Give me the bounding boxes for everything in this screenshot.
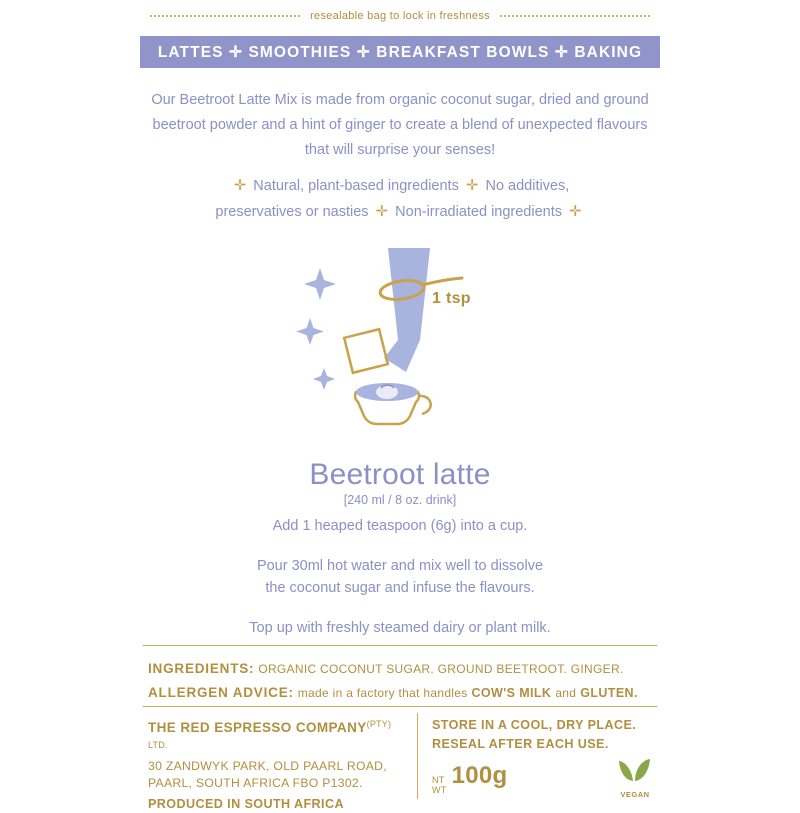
sparkle-icon — [296, 268, 336, 390]
net-weight-nt: NT — [432, 775, 445, 785]
net-weight-value: 100g — [451, 762, 508, 789]
allergen-label: ALLERGEN ADVICE: — [148, 685, 294, 700]
net-weight-block — [432, 762, 508, 795]
sachet-icon — [388, 248, 430, 340]
instruction-step-1: Add 1 heaped teaspoon (6g) into a cup. — [272, 518, 528, 534]
instruction-step-3: Top up with freshly steamed dairy or plant milk. — [249, 620, 551, 636]
preparation-instructions — [150, 515, 650, 657]
claim-natural: Natural, plant-based ingredients — [253, 178, 459, 194]
serving-size: [240 ml / 8 oz. drink] — [343, 493, 457, 507]
product-claims — [130, 173, 670, 225]
instruction-step-2-line1: Pour 30ml hot water and mix well to dissolve — [256, 558, 544, 574]
usage-banner-text: LATTES ✛ SMOOTHIES ✛ BREAKFAST BOWLS ✛ BAKING — [157, 43, 643, 61]
claim-preservatives: preservatives or nasties — [215, 204, 369, 220]
company-block — [148, 716, 408, 813]
instruction-step-2 — [150, 555, 650, 599]
allergen-gluten: GLUTEN. — [580, 686, 638, 700]
net-weight-wt: WT — [432, 784, 447, 795]
latte-cup-icon — [355, 383, 431, 424]
divider-top — [143, 645, 657, 646]
plus-icon: ✛ — [375, 203, 389, 220]
plus-icon: ✛ — [233, 177, 247, 194]
company-name: THE RED ESPRESSO COMPANY — [148, 720, 367, 736]
plus-icon: ✛ — [465, 177, 479, 194]
leaf-icon — [618, 757, 652, 783]
product-description: Our Beetroot Latte Mix is made from organic coconut sugar, dried and ground beetroot powder and a hint of ginger to create a blend of unexpected flavours that will surprise your senses! — [151, 92, 649, 158]
product-name: Beetroot latte — [309, 458, 491, 491]
allergen-text-1: made in a factory that handles — [297, 686, 468, 700]
preparation-illustration — [280, 240, 530, 440]
address-line-1: 30 ZANDWYK PARK, OLD PAARL ROAD, — [148, 759, 387, 774]
powder-scoop-icon — [344, 329, 388, 373]
dotted-line-left — [150, 15, 300, 17]
produced-in: PRODUCED IN SOUTH AFRICA — [148, 797, 344, 812]
vegan-badge — [610, 757, 660, 799]
illustration-svg — [280, 240, 530, 440]
resealable-text: resealable bag to lock in freshness — [310, 10, 490, 22]
vegan-label: VEGAN — [620, 790, 650, 799]
ingredients-line — [148, 657, 658, 681]
plus-icon: ✛ — [569, 203, 582, 220]
claim-no-additives: No additives, — [485, 178, 570, 194]
allergen-text-2: and — [555, 686, 577, 700]
measure-label: 1 tsp — [432, 290, 471, 307]
claim-non-irradiated: Non-irradiated ingredients — [395, 204, 562, 220]
company-name-line — [148, 716, 408, 758]
address-line-2: PAARL, SOUTH AFRICA FBO P1302. — [148, 776, 363, 791]
ingredients-value: ORGANIC COCONUT SUGAR. GROUND BEETROOT. GINGER. — [258, 662, 624, 676]
divider-bottom — [143, 706, 657, 707]
ingredients-label: INGREDIENTS: — [148, 661, 255, 676]
divider-vertical — [417, 713, 418, 799]
storage-block — [432, 716, 662, 754]
ingredients-block — [148, 657, 658, 705]
storage-line-1: STORE IN A COOL, DRY PLACE. — [432, 718, 637, 732]
resealable-strip — [0, 6, 800, 26]
allergen-milk: COW'S MILK — [471, 686, 552, 700]
allergen-line — [148, 681, 658, 705]
sachet-spout-icon — [384, 340, 420, 372]
storage-line-2: RESEAL AFTER EACH USE. — [432, 737, 609, 751]
company-suffix: (PTY) LTD. — [148, 719, 392, 751]
usage-banner — [140, 36, 660, 68]
net-weight-label — [432, 776, 447, 795]
instruction-step-2-line2: the coconut sugar and infuse the flavours. — [265, 580, 535, 596]
dotted-line-right — [500, 15, 650, 17]
